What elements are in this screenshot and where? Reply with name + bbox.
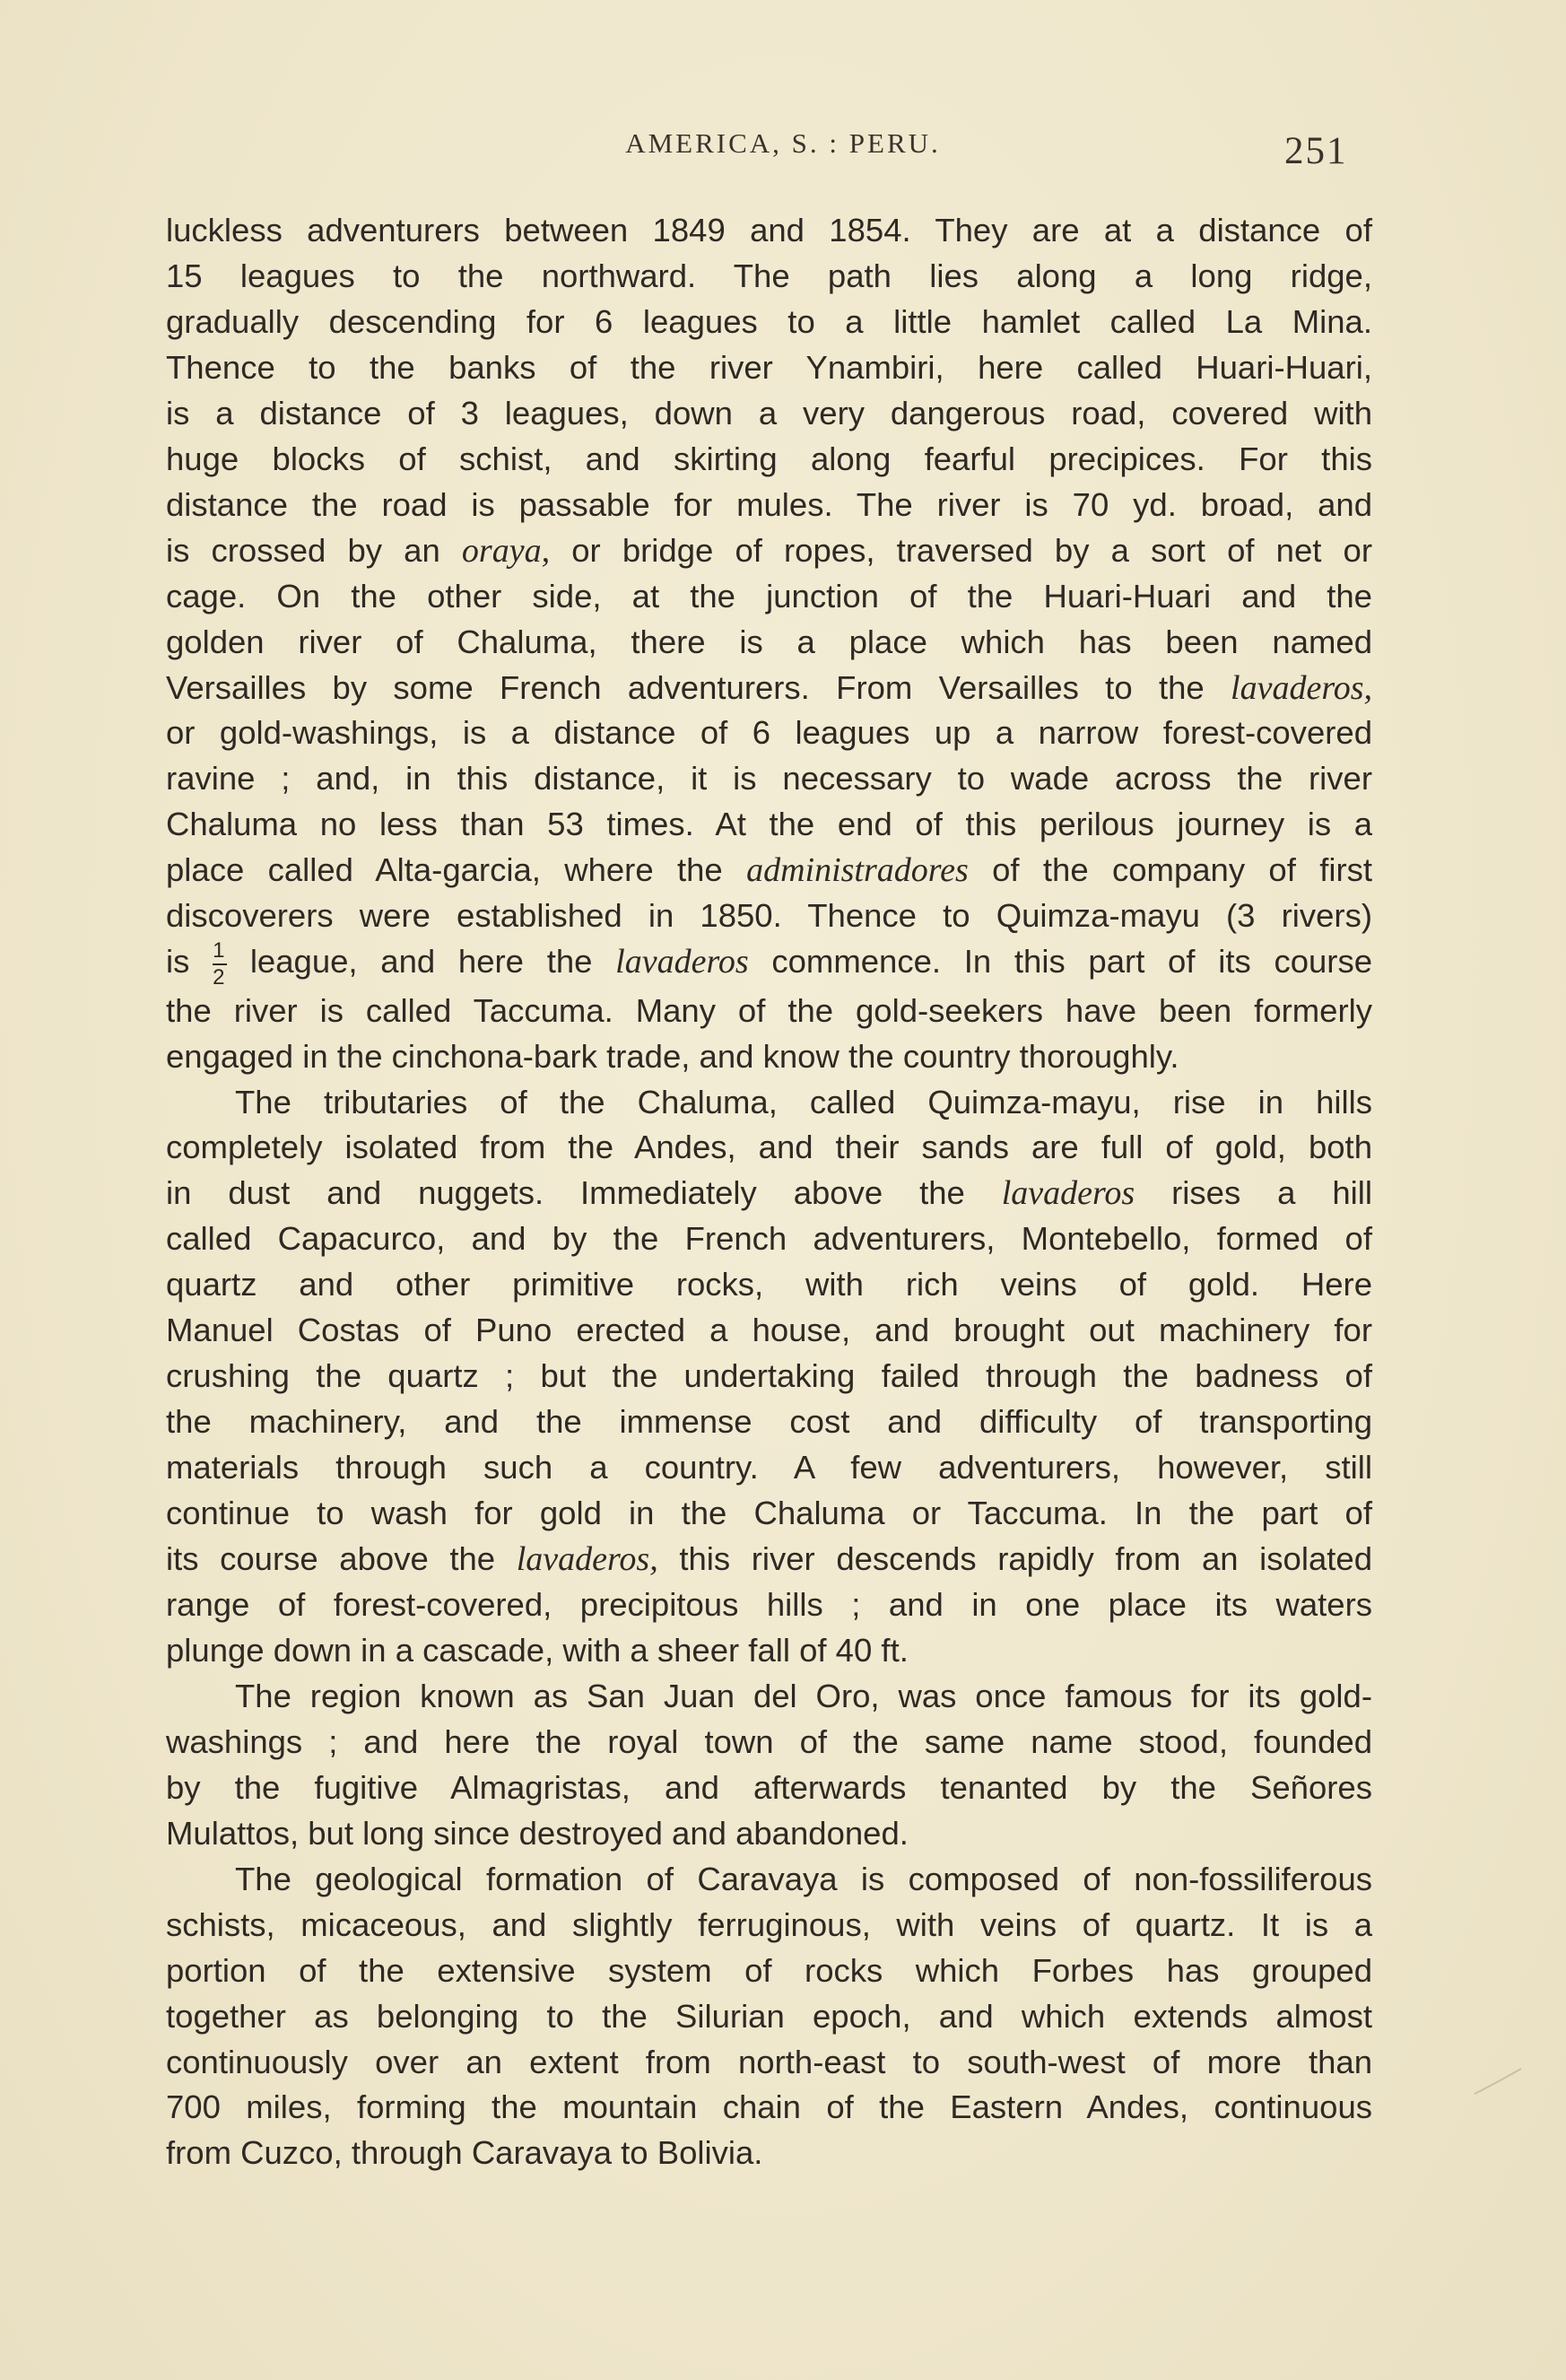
text-segment: Versailles by some French adventurers. From Versailles to the [166, 668, 1231, 706]
text-segment: The tributaries of the Chaluma, called Quimza-mayu, rise in hills [235, 1083, 1372, 1120]
text-segment: ravine ; and, in this distance, it is necessary to wade across the river [166, 760, 1372, 798]
text-segment: plunge down in a cascade, with a sheer fall of 40 ft. [166, 1631, 909, 1669]
text-segment: is [166, 943, 213, 981]
text-line [166, 437, 1372, 483]
text-line [166, 1171, 1372, 1216]
text-line [166, 894, 1372, 939]
text-segment: this river descends rapidly from an isolated [657, 1540, 1372, 1578]
margin-pencil-mark [1471, 2063, 1525, 2099]
text-segment: Mulattos, but long since destroyed and abandoned. [166, 1814, 909, 1852]
italic-term: oraya, [461, 531, 551, 570]
text-segment: league, and here the [227, 943, 616, 981]
paragraph [166, 208, 1372, 1080]
text-line [166, 1034, 1372, 1080]
text-line [166, 1948, 1372, 1994]
text-segment: called Capacurco, and by the French adventurers, Montebello, formed of [166, 1220, 1372, 1258]
text-line [166, 391, 1372, 437]
text-line [166, 300, 1372, 345]
text-line [166, 666, 1372, 711]
fraction-denominator: 2 [213, 964, 225, 989]
text-segment: Chaluma no less than 53 times. At the end of this perilous journey is a [166, 806, 1372, 843]
text-line [166, 1354, 1372, 1399]
paragraph [166, 1674, 1372, 1857]
text-line [166, 574, 1372, 620]
text-segment: discoverers were established in 1850. Thence to Quimza-mayu (3 rivers) [166, 897, 1372, 935]
text-segment: range of forest-covered, precipitous hills ; and in one place its waters [166, 1586, 1372, 1623]
running-head [0, 127, 1566, 172]
text-line [166, 711, 1372, 756]
text-line [166, 1491, 1372, 1537]
fraction-one-half [213, 937, 227, 989]
text-line [166, 1903, 1372, 1948]
text-segment: in dust and nuggets. Immediately above the [166, 1174, 1002, 1212]
text-line [166, 1537, 1372, 1582]
text-segment: its course above the [166, 1540, 517, 1578]
text-line [166, 2131, 1372, 2176]
text-line [166, 483, 1372, 528]
text-line [166, 802, 1372, 848]
text-segment: of the company of first [968, 851, 1372, 889]
paragraph [166, 1080, 1372, 1674]
text-segment: distance the road is passable for mules. The river is 70 yd. broad, and [166, 485, 1372, 523]
text-segment: completely isolated from the Andes, and their sands are full of gold, both [166, 1129, 1372, 1166]
text-line [166, 1216, 1372, 1262]
text-line [166, 1720, 1372, 1765]
text-segment: rises a hill [1135, 1174, 1372, 1212]
fraction-numerator: 1 [213, 937, 225, 963]
body-text [166, 208, 1372, 2176]
text-line [166, 1857, 1372, 1903]
text-segment: is a distance of 3 leagues, down a very dangerous road, covered with [166, 394, 1372, 432]
text-line [166, 1628, 1372, 1674]
text-segment: schists, micaceous, and slightly ferruginous, with veins of quartz. It is a [166, 1905, 1372, 1943]
text-segment: engaged in the cinchona-bark trade, and know the country thoroughly. [166, 1037, 1179, 1075]
text-segment: or bridge of ropes, traversed by a sort of net or [550, 531, 1372, 569]
text-segment: the machinery, and the immense cost and difficulty of transporting [166, 1403, 1372, 1441]
text-segment: luckless adventurers between 1849 and 1854. They are at a distance of [166, 212, 1372, 248]
text-segment: together as belonging to the Silurian epoch, and which extends almost [166, 1997, 1372, 2035]
text-segment: by the fugitive Almagristas, and afterwards tenanted by the Señores [166, 1768, 1372, 1806]
text-line [166, 1262, 1372, 1308]
text-line [166, 1399, 1372, 1445]
text-line [166, 2085, 1372, 2131]
text-segment: 15 leagues to the northward. The path lies along a long ridge, [166, 257, 1372, 294]
text-segment: continuously over an extent from north-east to south-west of more than [166, 2043, 1372, 2080]
text-segment: Thence to the banks of the river Ynambiri, here called Huari-Huari, [166, 348, 1372, 386]
text-segment: commence. In this part of its course [748, 943, 1373, 981]
text-segment: quartz and other primitive rocks, with rich veins of gold. Here [166, 1266, 1372, 1303]
text-line [166, 1125, 1372, 1171]
text-line [166, 2040, 1372, 2086]
text-segment: The region known as San Juan del Oro, was once famous for its gold- [235, 1677, 1372, 1714]
text-line [166, 1445, 1372, 1491]
text-line [166, 1308, 1372, 1354]
text-line [166, 345, 1372, 391]
text-segment: place called Alta-garcia, where the [166, 851, 747, 889]
text-segment: The geological formation of Caravaya is composed of non-fossiliferous [235, 1860, 1372, 1897]
text-line [166, 254, 1372, 300]
text-segment: washings ; and here the royal town of the same name stood, founded [166, 1722, 1372, 1760]
text-segment: materials through such a country. A few adventurers, however, still [166, 1449, 1372, 1486]
text-line [166, 1765, 1372, 1811]
text-segment: cage. On the other side, at the junction of the Huari-Huari and the [166, 577, 1372, 615]
text-line [166, 208, 1372, 254]
text-segment: is crossed by an [166, 531, 462, 569]
text-segment: or gold-washings, is a distance of 6 leagues up a narrow forest-covered [166, 714, 1372, 752]
italic-term: lavaderos [615, 943, 749, 981]
text-segment: crushing the quartz ; but the undertaking failed through the badness of [166, 1357, 1372, 1395]
text-line [166, 756, 1372, 802]
italic-term: administradores [746, 851, 969, 890]
text-line [166, 528, 1372, 574]
text-segment: Manuel Costas of Puno erected a house, and brought out machinery for [166, 1312, 1372, 1349]
italic-term: lavaderos, [516, 1540, 658, 1579]
text-line [166, 1994, 1372, 2040]
text-line [166, 989, 1372, 1034]
running-title: AMERICA, S. : PERU. [625, 127, 941, 159]
text-segment: huge blocks of schist, and skirting along fearful precipices. For this [166, 440, 1372, 477]
text-line [166, 1811, 1372, 1857]
italic-term: lavaderos [1001, 1174, 1135, 1213]
text-line [166, 939, 1372, 988]
paragraph [166, 1857, 1372, 2177]
text-line [166, 620, 1372, 666]
text-segment: golden river of Chaluma, there is a place which has been named [166, 623, 1372, 660]
text-line [166, 848, 1372, 894]
italic-term: lavaderos, [1231, 668, 1372, 707]
text-line [166, 1080, 1372, 1126]
text-segment: gradually descending for 6 leagues to a little hamlet called La Mina. [166, 302, 1372, 340]
text-segment: 700 miles, forming the mountain chain of the Eastern Andes, continuous [166, 2088, 1372, 2126]
page-number: 251 [1284, 130, 1348, 172]
text-segment: continue to wash for gold in the Chaluma or Taccuma. In the part of [166, 1495, 1372, 1532]
text-segment: portion of the extensive system of rocks which Forbes has grouped [166, 1951, 1372, 1989]
text-segment: the river is called Taccuma. Many of the gold-seekers have been formerly [166, 991, 1372, 1029]
text-line [166, 1674, 1372, 1720]
text-line [166, 1582, 1372, 1628]
text-segment: from Cuzco, through Caravaya to Bolivia. [166, 2134, 763, 2172]
